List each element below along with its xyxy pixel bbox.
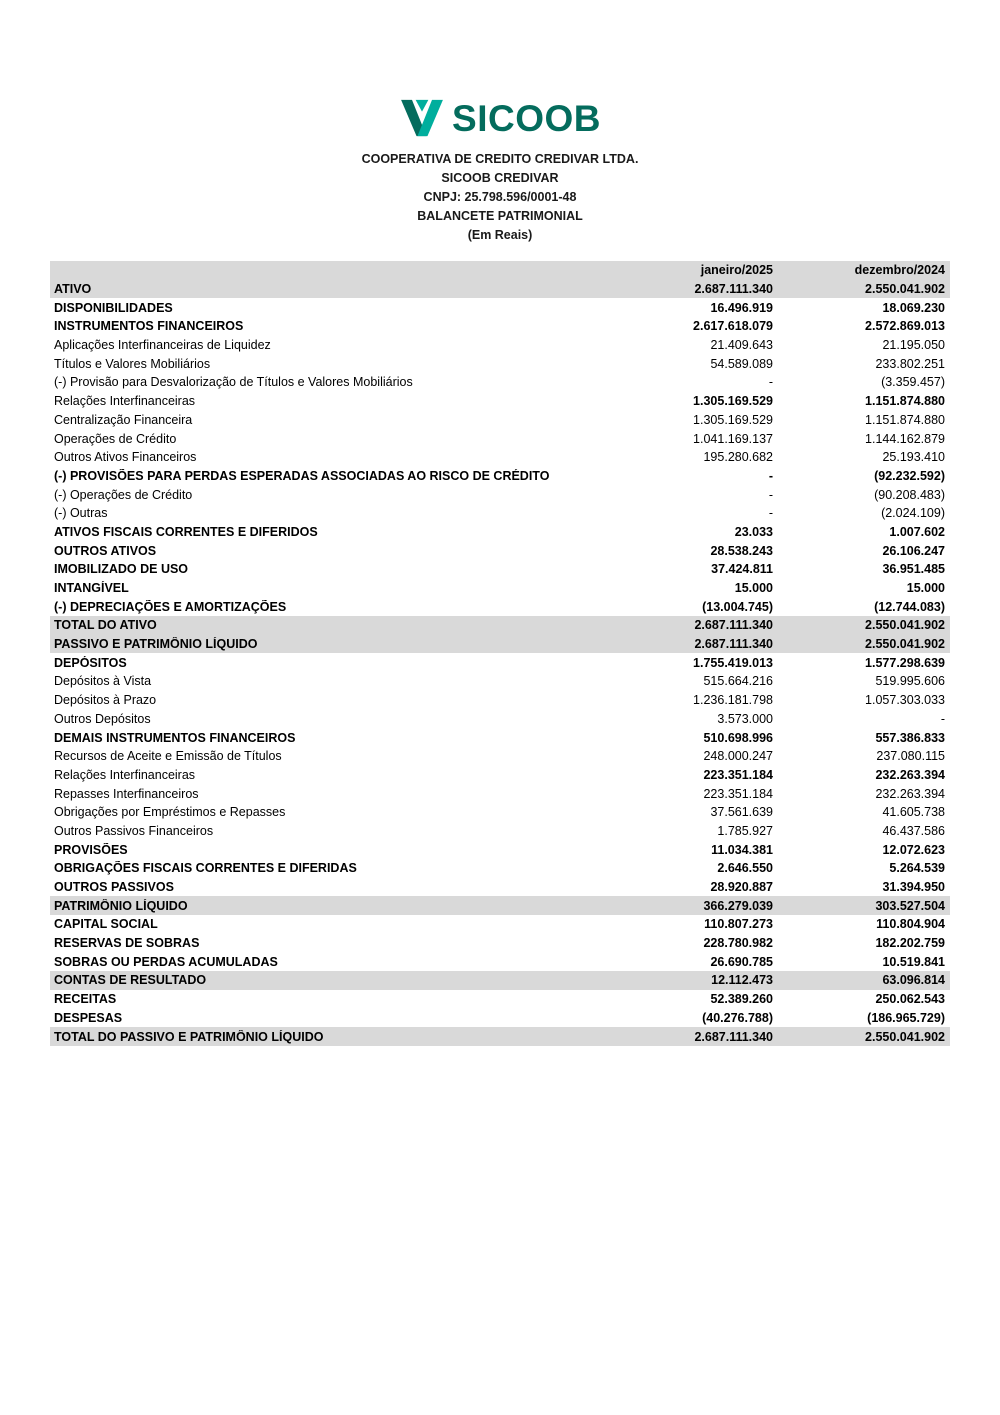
table-row (50, 859, 950, 878)
value-dezembro-2024: 557.386.833 (875, 730, 945, 745)
value-janeiro-2025: 2.646.550 (717, 861, 773, 876)
row-label: PASSIVO E PATRIMÔNIO LÍQUIDO (54, 637, 258, 652)
cnpj: CNPJ: 25.798.596/0001-48 (423, 190, 577, 204)
value-dezembro-2024: 5.264.539 (889, 861, 945, 876)
company-name: COOPERATIVA DE CREDITO CREDIVAR LTDA. (361, 152, 639, 166)
value-dezembro-2024: 1.007.602 (889, 524, 945, 539)
value-dezembro-2024: 110.804.904 (876, 917, 945, 932)
value-dezembro-2024: 2.550.041.902 (865, 282, 945, 297)
table-row (50, 878, 950, 897)
value-janeiro-2025: 223.351.184 (703, 786, 773, 801)
value-dezembro-2024: 25.193.410 (882, 450, 945, 465)
value-dezembro-2024: 232.263.394 (875, 767, 945, 782)
table-row (50, 280, 950, 299)
value-janeiro-2025: 28.920.887 (710, 880, 773, 895)
row-label: Outros Passivos Financeiros (54, 823, 214, 838)
row-label: OUTROS PASSIVOS (54, 880, 174, 895)
table-row (50, 429, 950, 448)
table-row (50, 485, 950, 504)
value-janeiro-2025: 195.280.682 (703, 450, 773, 465)
row-label: Centralização Financeira (54, 412, 193, 427)
value-dezembro-2024: 10.519.841 (882, 954, 945, 969)
value-janeiro-2025: 366.279.039 (703, 898, 773, 913)
sicoob-logo (0, 0, 1000, 138)
table-row (50, 784, 950, 803)
row-label: Repasses Interfinanceiros (54, 786, 199, 801)
value-janeiro-2025: 1.305.169.529 (693, 394, 773, 409)
table-row (50, 896, 950, 915)
value-dezembro-2024: 1.151.874.880 (865, 394, 945, 409)
entity-name: SICOOB CREDIVAR (441, 171, 559, 185)
row-label: ATIVOS FISCAIS CORRENTES E DIFERIDOS (54, 524, 318, 539)
value-janeiro-2025: 510.698.996 (703, 730, 773, 745)
value-dezembro-2024: 2.550.041.902 (865, 1029, 945, 1044)
value-dezembro-2024: 12.072.623 (882, 842, 945, 857)
value-janeiro-2025: 515.664.216 (703, 674, 773, 689)
row-label: Outros Depósitos (54, 711, 151, 726)
row-label: Títulos e Valores Mobiliários (54, 356, 211, 371)
row-label: TOTAL DO PASSIVO E PATRIMÔNIO LÍQUIDO (54, 1029, 324, 1044)
row-label: IMOBILIZADO DE USO (54, 562, 189, 577)
table-row (50, 336, 950, 355)
table-row (50, 411, 950, 430)
row-label: DESPESAS (54, 1010, 123, 1025)
value-janeiro-2025: 54.589.089 (710, 356, 773, 371)
value-dezembro-2024: 41.605.738 (882, 805, 945, 820)
table-row (50, 354, 950, 373)
row-label: (-) Outras (54, 506, 108, 521)
row-label: OBRIGAÇÕES FISCAIS CORRENTES E DIFERIDAS (54, 861, 357, 876)
row-label: ATIVO (54, 282, 92, 297)
row-label: Outros Ativos Financeiros (54, 450, 197, 465)
column-header-dezembro: dezembro/2024 (854, 263, 945, 278)
value-dezembro-2024: 1.144.162.879 (865, 431, 945, 446)
row-label: Depósitos à Prazo (54, 693, 157, 708)
value-dezembro-2024: 250.062.543 (875, 992, 945, 1007)
row-label: INSTRUMENTOS FINANCEIROS (54, 319, 244, 334)
row-label: (-) DEPRECIAÇÕES E AMORTIZAÇÕES (54, 599, 287, 614)
row-label: (-) PROVISÕES PARA PERDAS ESPERADAS ASSOCIADAS AO RISCO DE CRÉDITO (54, 468, 550, 483)
value-janeiro-2025: 2.687.111.340 (694, 637, 773, 652)
value-dezembro-2024: (90.208.483) (874, 487, 945, 502)
value-dezembro-2024: 233.802.251 (875, 356, 945, 371)
report-title: BALANCETE PATRIMONIAL (417, 209, 583, 223)
value-dezembro-2024: 46.437.586 (882, 823, 945, 838)
table-row (50, 616, 950, 635)
table-row (50, 691, 950, 710)
sicoob-logo-text: SICOOB (452, 97, 601, 139)
row-label: DEMAIS INSTRUMENTOS FINANCEIROS (54, 730, 296, 745)
value-dezembro-2024: 1.577.298.639 (865, 655, 945, 670)
value-dezembro-2024: 26.106.247 (882, 543, 945, 558)
value-dezembro-2024: (3.359.457) (881, 375, 945, 390)
value-janeiro-2025: - (768, 375, 773, 390)
table-row (50, 1027, 950, 1046)
value-janeiro-2025: 21.409.643 (710, 338, 773, 353)
value-janeiro-2025: 26.690.785 (710, 954, 773, 969)
value-janeiro-2025: - (768, 468, 773, 483)
document-header (0, 150, 1000, 245)
value-dezembro-2024: 15.000 (906, 581, 945, 596)
value-janeiro-2025: 11.034.381 (711, 842, 773, 857)
balance-table (50, 261, 950, 1046)
currency-note: (Em Reais) (467, 228, 533, 242)
value-janeiro-2025: 37.424.811 (711, 562, 773, 577)
table-row (50, 597, 950, 616)
value-janeiro-2025: 37.561.639 (710, 805, 773, 820)
value-janeiro-2025: 2.617.618.079 (693, 319, 773, 334)
value-dezembro-2024: 1.057.303.033 (865, 693, 945, 708)
balance-table-body (50, 280, 950, 1046)
value-dezembro-2024: 1.151.874.880 (865, 412, 945, 427)
value-janeiro-2025: (13.004.745) (702, 599, 773, 614)
value-janeiro-2025: - (768, 506, 773, 521)
row-label: CONTAS DE RESULTADO (54, 973, 207, 988)
row-label: CAPITAL SOCIAL (54, 917, 158, 932)
value-janeiro-2025: 15.000 (734, 581, 773, 596)
value-dezembro-2024: (92.232.592) (874, 468, 945, 483)
value-dezembro-2024: 2.572.869.013 (865, 319, 945, 334)
value-dezembro-2024: - (940, 711, 945, 726)
value-janeiro-2025: 12.112.473 (711, 973, 773, 988)
row-label: (-) Provisão para Desvalorização de Títulos e Valores Mobiliários (54, 375, 413, 390)
table-row (50, 467, 950, 486)
value-dezembro-2024: (12.744.083) (874, 599, 945, 614)
table-row (50, 952, 950, 971)
table-row (50, 448, 950, 467)
value-dezembro-2024: (186.965.729) (867, 1010, 945, 1025)
value-janeiro-2025: - (768, 487, 773, 502)
value-janeiro-2025: 1.236.181.798 (693, 693, 773, 708)
value-dezembro-2024: 2.550.041.902 (865, 637, 945, 652)
value-dezembro-2024: 21.195.050 (882, 338, 945, 353)
row-label: Obrigações por Empréstimos e Repasses (54, 805, 286, 820)
table-row (50, 523, 950, 542)
value-janeiro-2025: 28.538.243 (710, 543, 773, 558)
table-header-row (50, 261, 950, 280)
table-row (50, 840, 950, 859)
value-janeiro-2025: 1.785.927 (717, 823, 773, 838)
table-row (50, 915, 950, 934)
value-janeiro-2025: 248.000.247 (703, 749, 773, 764)
table-row (50, 822, 950, 841)
row-label: DEPÓSITOS (54, 655, 127, 670)
value-dezembro-2024: 63.096.814 (882, 973, 945, 988)
row-label: Relações Interfinanceiras (54, 767, 196, 782)
row-label: Aplicações Interfinanceiras de Liquidez (54, 338, 271, 353)
value-dezembro-2024: 232.263.394 (875, 786, 945, 801)
row-label: PROVISÕES (54, 842, 128, 857)
table-row (50, 392, 950, 411)
value-dezembro-2024: (2.024.109) (881, 506, 945, 521)
value-janeiro-2025: 110.807.273 (704, 917, 773, 932)
value-dezembro-2024: 182.202.759 (875, 936, 945, 951)
value-janeiro-2025: (40.276.788) (702, 1010, 773, 1025)
value-janeiro-2025: 23.033 (734, 524, 773, 539)
table-row (50, 728, 950, 747)
sicoob-logo-icon (399, 98, 445, 138)
value-dezembro-2024: 18.069.230 (882, 300, 945, 315)
table-row (50, 803, 950, 822)
value-janeiro-2025: 2.687.111.340 (694, 1029, 773, 1044)
table-row (50, 373, 950, 392)
table-row (50, 1009, 950, 1028)
column-header-janeiro: janeiro/2025 (700, 263, 773, 278)
value-dezembro-2024: 36.951.485 (882, 562, 945, 577)
row-label: Recursos de Aceite e Emissão de Títulos (54, 749, 282, 764)
row-label: INTANGÍVEL (54, 581, 129, 596)
value-janeiro-2025: 1.755.419.013 (693, 655, 773, 670)
table-row (50, 560, 950, 579)
value-dezembro-2024: 303.527.504 (875, 898, 945, 913)
row-label: TOTAL DO ATIVO (54, 618, 157, 633)
table-row (50, 710, 950, 729)
table-row (50, 653, 950, 672)
table-row (50, 971, 950, 990)
value-dezembro-2024: 237.080.115 (876, 749, 945, 764)
value-janeiro-2025: 52.389.260 (710, 992, 773, 1007)
value-dezembro-2024: 2.550.041.902 (865, 618, 945, 633)
table-row (50, 541, 950, 560)
row-label: Operações de Crédito (54, 431, 177, 446)
table-row (50, 672, 950, 691)
value-dezembro-2024: 519.995.606 (875, 674, 945, 689)
table-row (50, 504, 950, 523)
row-label: SOBRAS OU PERDAS ACUMULADAS (54, 954, 278, 969)
value-janeiro-2025: 16.496.919 (710, 300, 773, 315)
table-row (50, 298, 950, 317)
row-label: OUTROS ATIVOS (54, 543, 157, 558)
table-row (50, 579, 950, 598)
row-label: DISPONIBILIDADES (54, 300, 173, 315)
value-janeiro-2025: 1.041.169.137 (693, 431, 773, 446)
value-janeiro-2025: 228.780.982 (703, 936, 773, 951)
table-row (50, 990, 950, 1009)
table-row (50, 635, 950, 654)
value-janeiro-2025: 2.687.111.340 (694, 618, 773, 633)
row-label: (-) Operações de Crédito (54, 487, 193, 502)
value-dezembro-2024: 31.394.950 (882, 880, 945, 895)
row-label: Relações Interfinanceiras (54, 394, 196, 409)
value-janeiro-2025: 2.687.111.340 (694, 282, 773, 297)
row-label: RECEITAS (54, 992, 117, 1007)
table-row (50, 766, 950, 785)
table-row (50, 317, 950, 336)
value-janeiro-2025: 223.351.184 (703, 767, 773, 782)
value-janeiro-2025: 3.573.000 (717, 711, 773, 726)
row-label: RESERVAS DE SOBRAS (54, 936, 200, 951)
row-label: Depósitos à Vista (54, 674, 152, 689)
value-janeiro-2025: 1.305.169.529 (693, 412, 773, 427)
table-row (50, 934, 950, 953)
row-label: PATRIMÔNIO LÍQUIDO (54, 898, 188, 913)
table-row (50, 747, 950, 766)
